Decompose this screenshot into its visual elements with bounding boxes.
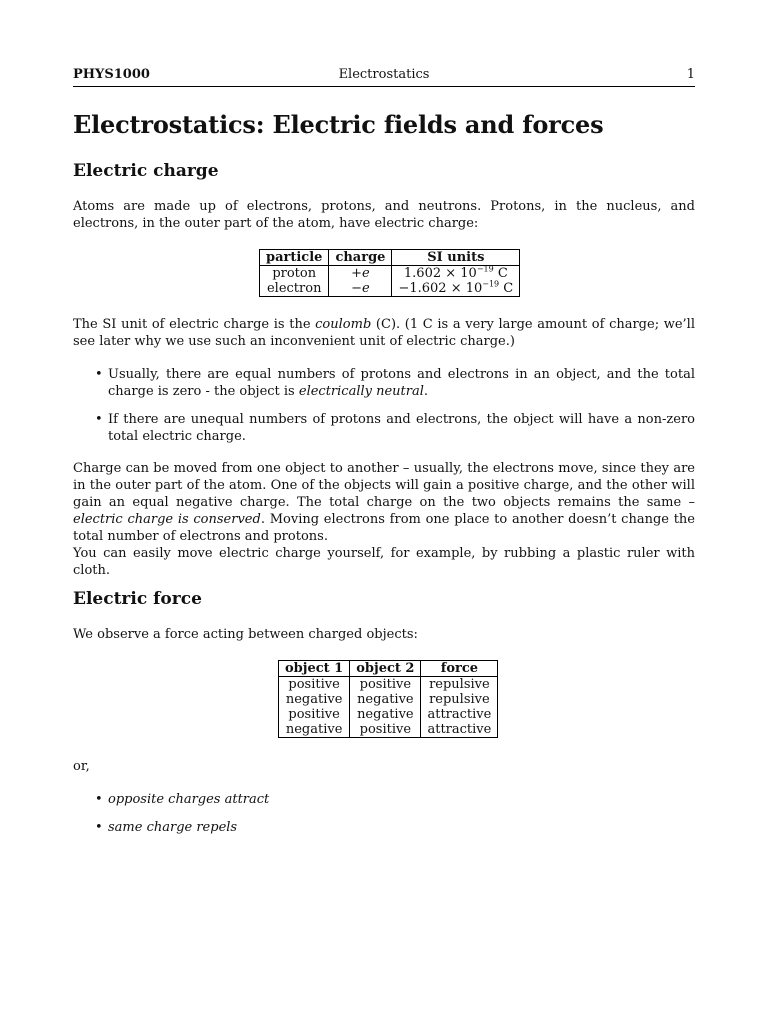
rubbing-paragraph: You can easily move electric charge yourself, for example, by rubbing a plastic ruler with cloth. [73, 546, 695, 578]
coulomb-term: coulomb [315, 317, 372, 332]
table-cell: attractive [421, 707, 498, 722]
column-header: object 1 [279, 661, 350, 677]
table-row [260, 281, 520, 297]
header-topic: Electrostatics [338, 67, 430, 82]
list-item [95, 819, 695, 836]
table-cell: negative [350, 707, 421, 722]
list-item: • If there are unequal numbers of protons and electrons, the object will have a non-zero total electric charge. [95, 411, 695, 445]
table-row [279, 707, 498, 722]
table-cell: proton [272, 266, 317, 281]
column-header: force [421, 661, 498, 677]
text-run: The SI unit of electric charge is the [73, 317, 316, 332]
table-row [279, 677, 498, 693]
force-intro-paragraph: We observe a force acting between charged objects: [73, 627, 418, 642]
table-cell: attractive [421, 722, 498, 738]
table-row [260, 266, 520, 282]
table-header-row [279, 661, 498, 677]
si-unit-paragraph [73, 316, 695, 350]
si-exponent: −19 [482, 279, 500, 289]
si-unit: C [493, 266, 508, 281]
table-cell: positive [288, 677, 340, 692]
column-header: charge [329, 250, 392, 266]
si-mantissa: 1.602 × 10 [403, 266, 477, 281]
table-cell [392, 281, 520, 297]
section-heading-electric-force: Electric force [73, 589, 202, 609]
table-cell: positive [288, 707, 340, 722]
particle-charge-table [259, 249, 520, 297]
table-cell: positive [350, 677, 421, 693]
table-row [279, 722, 498, 738]
text-run: (C). (1 C is a very large amount of charge; we’ll see later why we use such an inconvenient unit of electric charge.) [73, 317, 695, 349]
table-cell: negative [285, 692, 343, 707]
atoms-paragraph: Atoms are made up of electrons, protons, and neutrons. Protons, in the nucleus, and electrons, in the outer part of the atom, have electric charge: [73, 199, 695, 231]
table-cell: negative [350, 692, 421, 707]
charge-rules-list [95, 791, 695, 847]
section-heading-electric-charge: Electric charge [73, 161, 219, 181]
column-header: SI units [392, 250, 520, 266]
neutrality-bullet-list [95, 366, 695, 456]
rule-text: opposite charges attract [108, 792, 270, 807]
si-mantissa: −1.602 × 10 [398, 281, 483, 296]
table-header-row [260, 250, 520, 266]
table-cell: positive [350, 722, 421, 738]
charge-symbol: −e [351, 281, 370, 296]
si-unit: C [499, 281, 514, 296]
course-code: PHYS1000 [73, 67, 150, 82]
table-cell: negative [285, 722, 343, 737]
text-run: . [423, 384, 429, 399]
list-item [95, 366, 695, 400]
charge-transfer-paragraph [73, 460, 695, 545]
page-title: Electrostatics: Electric fields and forces [73, 110, 604, 139]
conservation-term: electric charge is conserved [73, 512, 261, 527]
column-header: object 2 [350, 661, 421, 677]
table-cell: repulsive [421, 692, 498, 707]
electrically-neutral-term: electrically neutral [298, 384, 424, 399]
rule-text: same charge repels [108, 820, 238, 835]
text-run: Usually, there are equal numbers of protons and electrons in an object, and the total charge is zero - the object is [108, 367, 695, 399]
list-item [95, 791, 695, 808]
table-cell: repulsive [421, 677, 498, 693]
text-run: . Moving electrons from one place to another doesn’t change the total number of electrons and protons. [73, 512, 695, 544]
table-cell: electron [266, 281, 322, 296]
table-cell [329, 281, 392, 297]
running-header [73, 66, 695, 87]
table-cell [329, 266, 392, 282]
force-table [278, 660, 498, 738]
column-header: particle [260, 250, 329, 266]
page-number: 1 [686, 67, 695, 82]
table-cell [392, 266, 520, 282]
text-run: Charge can be moved from one object to another – usually, the electrons move, since they are in the outer part of the atom. One of the objects will gain a positive charge, and the other will gain an equal negative charge. The total charge on the two objects remains the same – [73, 461, 695, 510]
or-text: or, [73, 759, 90, 774]
charge-symbol: +e [351, 266, 370, 281]
table-row [279, 692, 498, 707]
si-exponent: −19 [476, 264, 494, 274]
